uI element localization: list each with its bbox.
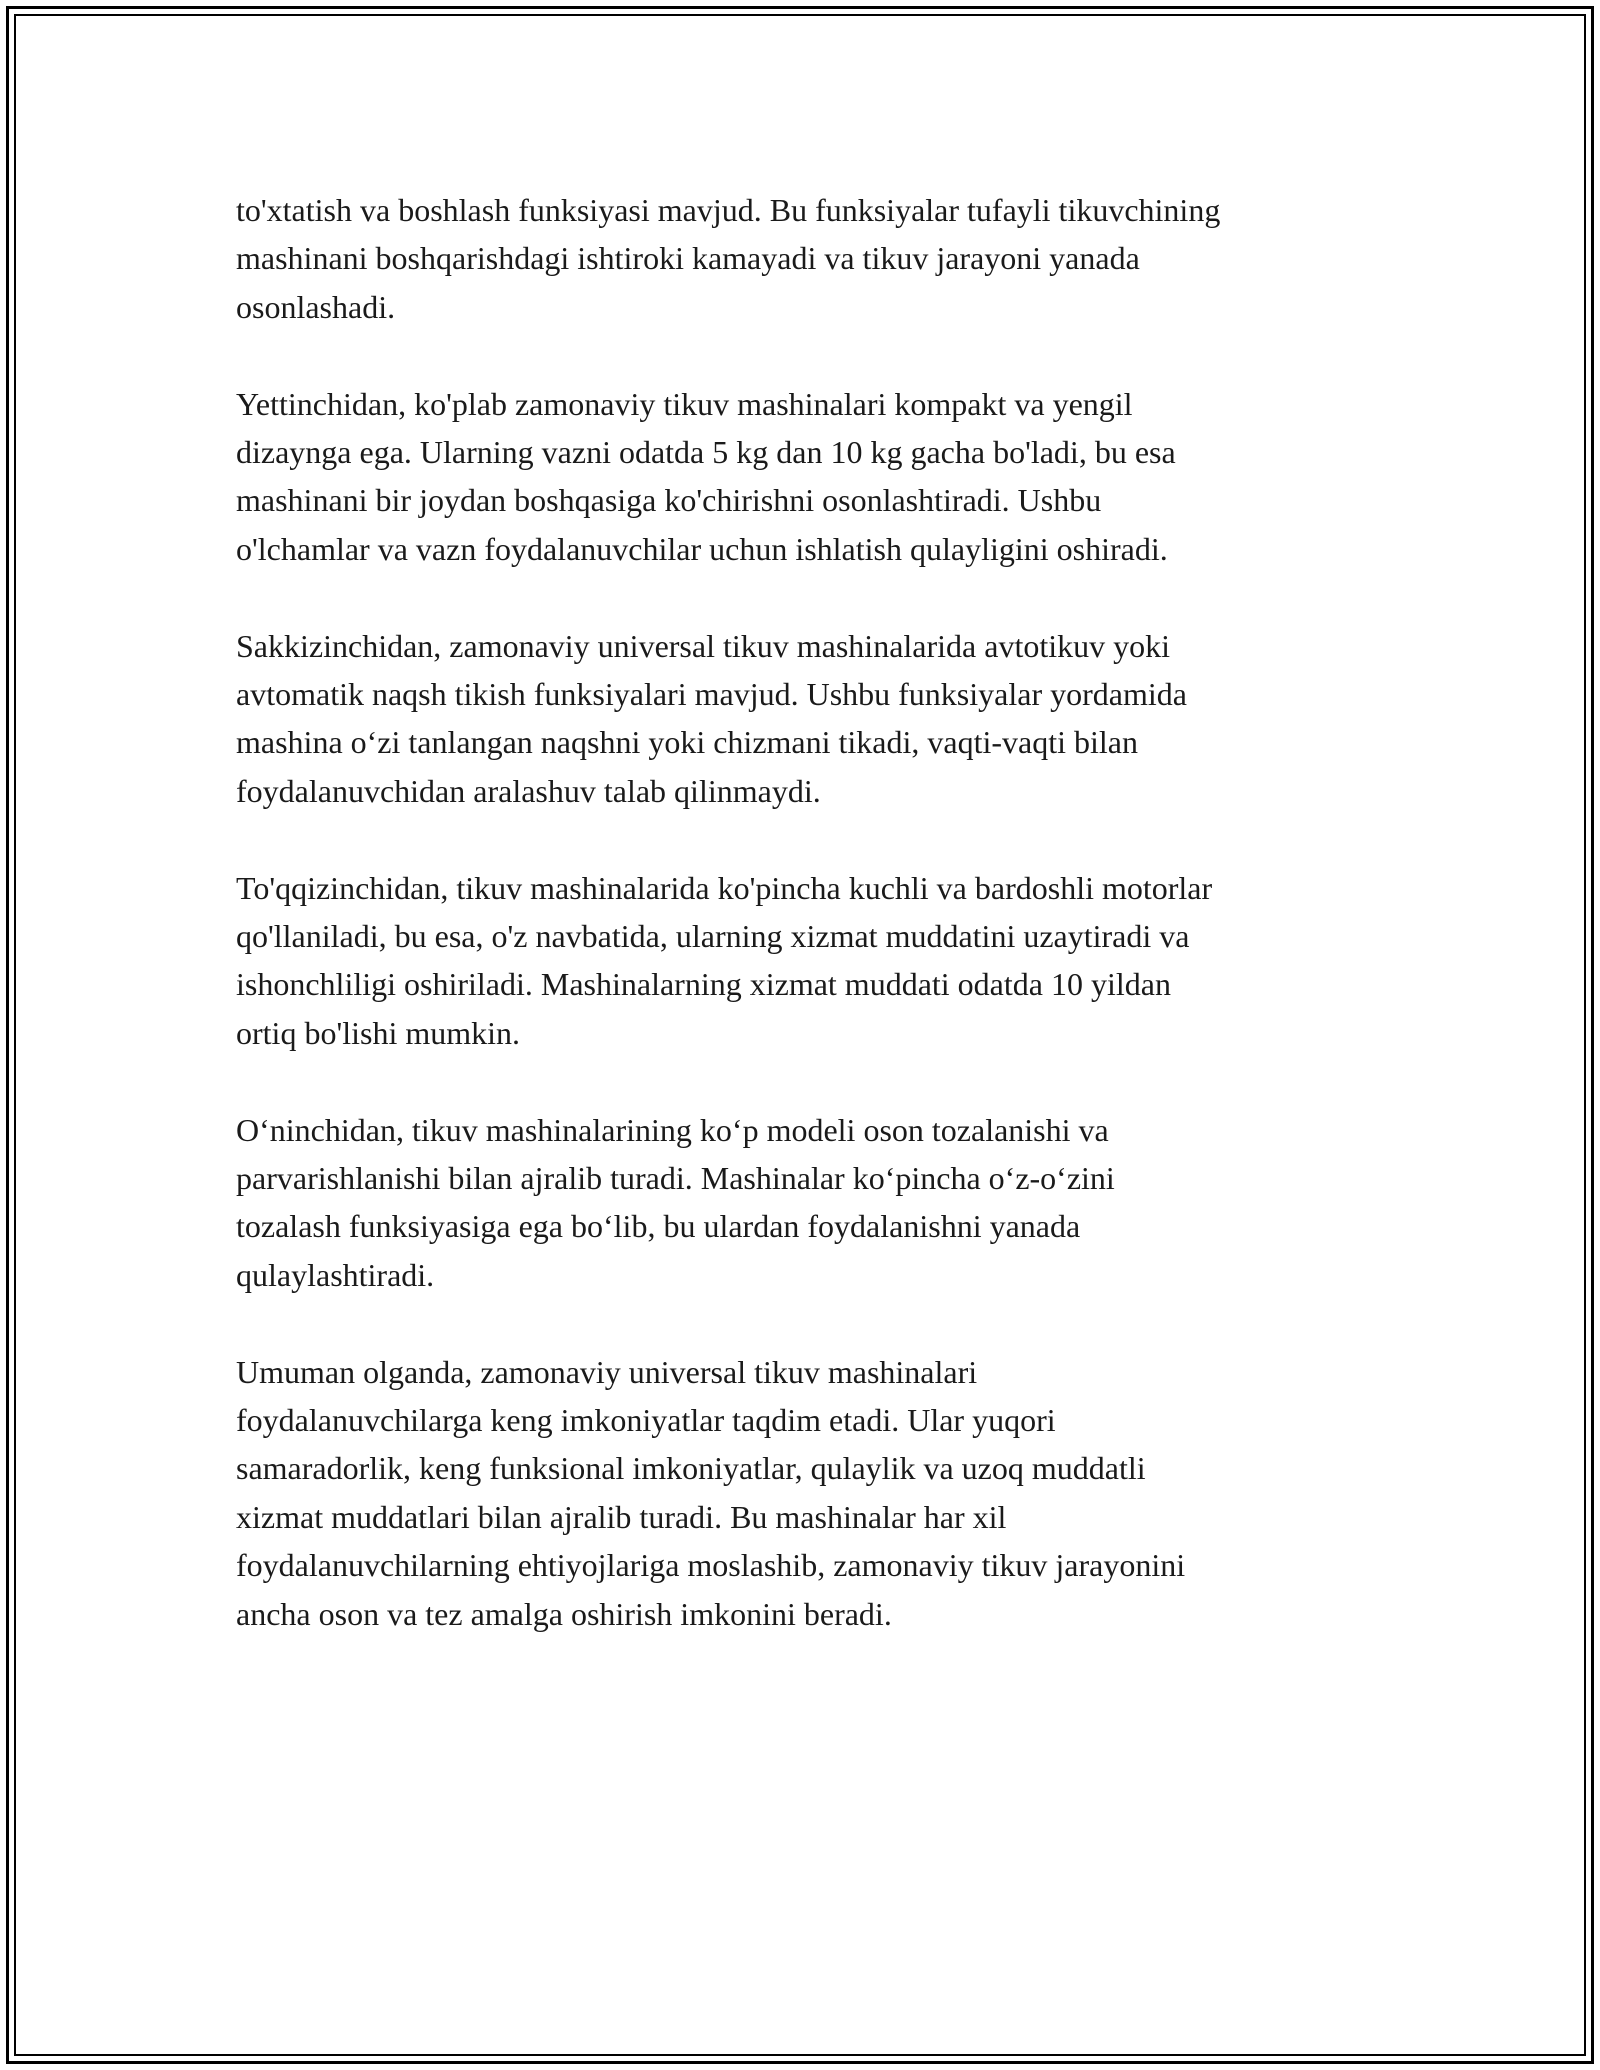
paragraph-conclusion: Umuman olganda, zamonaviy universal tikuv mashinalari foydalanuvchilarga keng imkoniyatlar taqdim etadi. Ular yuqori samaradorlik, keng funksional imkoniyatlar, qulaylik va uzoq muddatli xizmat muddatlari bilan ajralib turadi. Bu mashinalar har xil foydalanuvchilarning ehtiyojlariga moslashib, zamonaviy tikuv jarayonini ancha oson va tez amalga oshirish imkonini beradi.: [236, 1353, 1186, 1632]
document-body: [236, 186, 1396, 1687]
paragraph-seventh: Yettinchidan, ko'plab zamonaviy tikuv mashinalari kompakt va yengil dizaynga ega. Ularning vazni odatda 5 kg dan 10 kg gacha bo'ladi, bu esa mashinani bir joydan boshqasiga ko'chirishni osonlashtiradi. Ushbu o'lchamlar va vazn foydalanuvchilar uchun ishlatish qulayligini oshiradi.: [236, 385, 1176, 567]
paragraph-continuation: to'xtatish va boshlash funksiyasi mavjud. Bu funksiyalar tufayli tikuvchining mashinani boshqarishdagi ishtiroki kamayadi va tikuv jarayoni yanada osonlashadi.: [236, 192, 1221, 325]
paragraph-ninth: To'qqizinchidan, tikuv mashinalarida ko'pincha kuchli va bardoshli motorlar qo'llaniladi, bu esa, o'z navbatida, ularning xizmat muddatini uzaytiradi va ishonchliligi oshiriladi. Mashinalarning xizmat muddati odatda 10 yildan ortiq bo'lishi mumkin.: [236, 869, 1213, 1051]
paragraph-eighth: Sakkizinchidan, zamonaviy universal tikuv mashinalarida avtotikuv yoki avtomatik naqsh tikish funksiyalari mavjud. Ushbu funksiyalar yordamida mashina o‘zi tanlangan naqshni yoki chizmani tikadi, vaqti-vaqti bilan foydalanuvchidan aralashuv talab qilinmaydi.: [236, 627, 1187, 809]
paragraph-tenth: O‘ninchidan, tikuv mashinalarining ko‘p modeli oson tozalanishi va parvarishlanishi bilan ajralib turadi. Mashinalar ko‘pincha o‘z-o‘zini tozalash funksiyasiga ega bo‘lib, bu ulardan foydalanishni yanada qulaylashtiradi.: [236, 1111, 1115, 1293]
